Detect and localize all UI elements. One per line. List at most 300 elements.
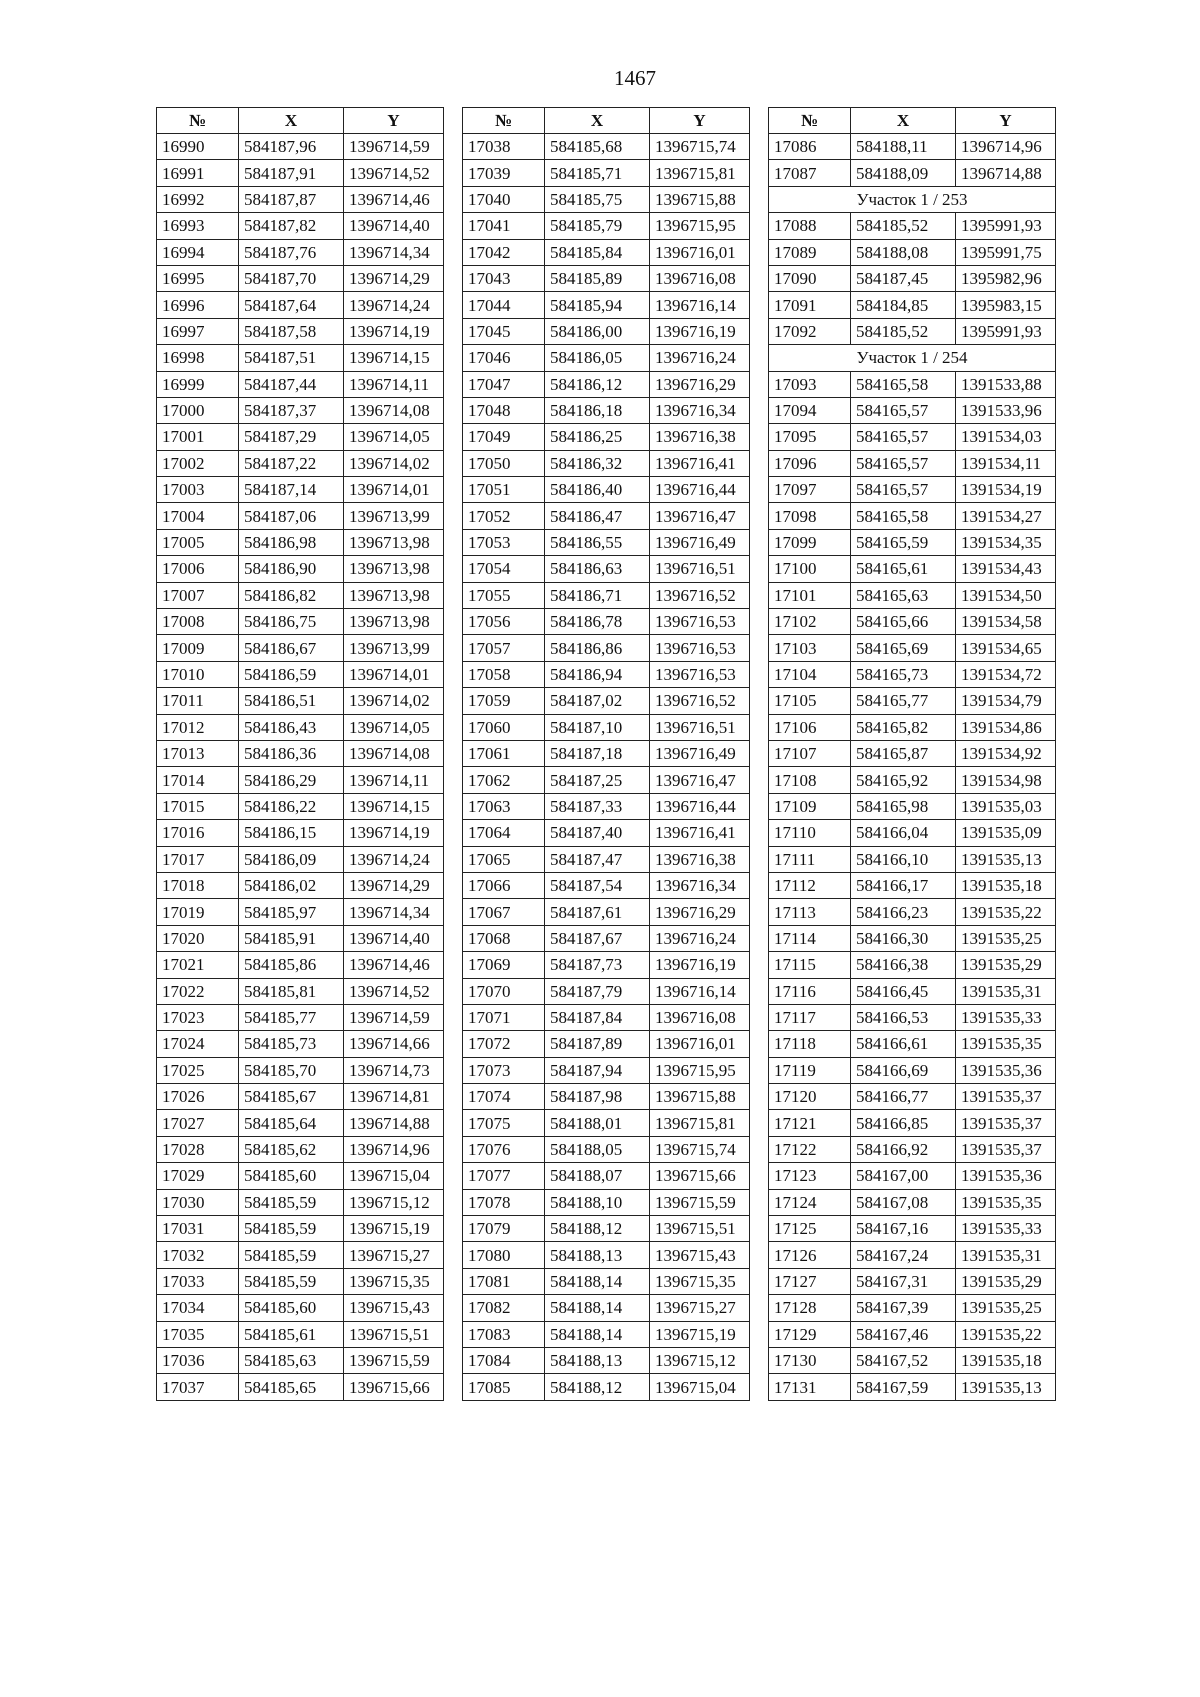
y-coordinate-cell: 1391535,03 <box>956 793 1056 819</box>
point-number-cell: 17122 <box>769 1136 851 1162</box>
table-row <box>769 635 1056 661</box>
y-coordinate-cell: 1396716,19 <box>650 318 750 344</box>
point-number-cell: 17116 <box>769 978 851 1004</box>
y-coordinate-cell: 1396714,34 <box>344 239 444 265</box>
y-coordinate-cell: 1396714,96 <box>956 134 1056 160</box>
y-coordinate-cell: 1396716,08 <box>650 1004 750 1030</box>
point-number-cell: 17086 <box>769 134 851 160</box>
point-number-cell: 17106 <box>769 714 851 740</box>
y-coordinate-cell: 1391534,86 <box>956 714 1056 740</box>
x-coordinate-cell: 584187,67 <box>545 925 650 951</box>
y-coordinate-cell: 1396714,02 <box>344 450 444 476</box>
table-row <box>157 846 444 872</box>
table-row <box>157 1242 444 1268</box>
y-coordinate-cell: 1396715,04 <box>650 1374 750 1400</box>
point-number-cell: 17055 <box>463 582 545 608</box>
point-number-cell: 17102 <box>769 609 851 635</box>
table-row <box>463 160 750 186</box>
x-coordinate-cell: 584167,31 <box>851 1268 956 1294</box>
point-number-cell: 17017 <box>157 846 239 872</box>
y-coordinate-cell: 1391535,31 <box>956 978 1056 1004</box>
point-number-cell: 17033 <box>157 1268 239 1294</box>
table-row <box>157 265 444 291</box>
point-number-cell: 17046 <box>463 345 545 371</box>
point-number-cell: 17045 <box>463 318 545 344</box>
x-coordinate-cell: 584187,87 <box>239 186 344 212</box>
y-coordinate-cell: 1391534,35 <box>956 529 1056 555</box>
y-coordinate-cell: 1396714,52 <box>344 978 444 1004</box>
table-row <box>157 1295 444 1321</box>
table-row <box>769 661 1056 687</box>
point-number-cell: 17089 <box>769 239 851 265</box>
x-coordinate-cell: 584185,79 <box>545 213 650 239</box>
point-number-cell: 17058 <box>463 661 545 687</box>
point-number-cell: 17011 <box>157 688 239 714</box>
y-coordinate-cell: 1395982,96 <box>956 265 1056 291</box>
x-coordinate-cell: 584185,71 <box>545 160 650 186</box>
y-coordinate-cell: 1395991,75 <box>956 239 1056 265</box>
point-number-cell: 17028 <box>157 1136 239 1162</box>
table-row <box>769 609 1056 635</box>
y-coordinate-cell: 1396713,98 <box>344 609 444 635</box>
point-number-cell: 16999 <box>157 371 239 397</box>
point-number-cell: 17057 <box>463 635 545 661</box>
y-coordinate-cell: 1391535,25 <box>956 925 1056 951</box>
point-number-cell: 17013 <box>157 740 239 766</box>
x-coordinate-cell: 584186,22 <box>239 793 344 819</box>
point-number-cell: 17075 <box>463 1110 545 1136</box>
table-row <box>157 556 444 582</box>
y-coordinate-cell: 1391534,19 <box>956 477 1056 503</box>
y-coordinate-cell: 1396716,24 <box>650 925 750 951</box>
table-row <box>157 635 444 661</box>
y-coordinate-cell: 1391535,25 <box>956 1295 1056 1321</box>
point-number-cell: 17041 <box>463 213 545 239</box>
point-number-cell: 17052 <box>463 503 545 529</box>
coordinate-table-1 <box>156 107 444 1401</box>
point-number-cell: 17123 <box>769 1163 851 1189</box>
y-coordinate-cell: 1396716,47 <box>650 503 750 529</box>
table-row <box>769 529 1056 555</box>
x-coordinate-cell: 584165,69 <box>851 635 956 661</box>
y-coordinate-cell: 1396714,08 <box>344 740 444 766</box>
table-row <box>157 872 444 898</box>
point-number-cell: 17066 <box>463 872 545 898</box>
y-coordinate-cell: 1396714,19 <box>344 820 444 846</box>
header-number: № <box>463 108 545 134</box>
table-row <box>463 1268 750 1294</box>
x-coordinate-cell: 584184,85 <box>851 292 956 318</box>
table-row <box>769 1057 1056 1083</box>
point-number-cell: 17100 <box>769 556 851 582</box>
x-coordinate-cell: 584187,54 <box>545 872 650 898</box>
y-coordinate-cell: 1391535,13 <box>956 1374 1056 1400</box>
point-number-cell: 17091 <box>769 292 851 318</box>
table-row <box>769 424 1056 450</box>
x-coordinate-cell: 584187,89 <box>545 1031 650 1057</box>
x-coordinate-cell: 584166,85 <box>851 1110 956 1136</box>
table-row <box>463 292 750 318</box>
y-coordinate-cell: 1396714,15 <box>344 345 444 371</box>
x-coordinate-cell: 584185,70 <box>239 1057 344 1083</box>
x-coordinate-cell: 584165,73 <box>851 661 956 687</box>
x-coordinate-cell: 584186,25 <box>545 424 650 450</box>
point-number-cell: 17110 <box>769 820 851 846</box>
table-row <box>769 1110 1056 1136</box>
point-number-cell: 17068 <box>463 925 545 951</box>
table-row <box>769 371 1056 397</box>
x-coordinate-cell: 584167,59 <box>851 1374 956 1400</box>
table-row <box>157 899 444 925</box>
y-coordinate-cell: 1391535,22 <box>956 899 1056 925</box>
point-number-cell: 17031 <box>157 1216 239 1242</box>
y-coordinate-cell: 1396716,41 <box>650 450 750 476</box>
x-coordinate-cell: 584186,02 <box>239 872 344 898</box>
table-row <box>157 1084 444 1110</box>
table-row <box>463 1136 750 1162</box>
table-row <box>769 1084 1056 1110</box>
y-coordinate-cell: 1396716,47 <box>650 767 750 793</box>
table-row <box>463 1057 750 1083</box>
y-coordinate-cell: 1396715,04 <box>344 1163 444 1189</box>
table-row <box>769 1374 1056 1400</box>
y-coordinate-cell: 1396714,46 <box>344 952 444 978</box>
table-row <box>463 688 750 714</box>
table-header-row <box>463 108 750 134</box>
y-coordinate-cell: 1391535,13 <box>956 846 1056 872</box>
x-coordinate-cell: 584188,13 <box>545 1347 650 1373</box>
point-number-cell: 17076 <box>463 1136 545 1162</box>
y-coordinate-cell: 1396714,59 <box>344 1004 444 1030</box>
table-row <box>463 529 750 555</box>
x-coordinate-cell: 584186,78 <box>545 609 650 635</box>
point-number-cell: 17073 <box>463 1057 545 1083</box>
point-number-cell: 17111 <box>769 846 851 872</box>
point-number-cell: 16993 <box>157 213 239 239</box>
y-coordinate-cell: 1391535,18 <box>956 1347 1056 1373</box>
page-number: 1467 <box>614 66 656 90</box>
point-number-cell: 17109 <box>769 793 851 819</box>
x-coordinate-cell: 584185,73 <box>239 1031 344 1057</box>
y-coordinate-cell: 1396715,35 <box>650 1268 750 1294</box>
y-coordinate-cell: 1396714,05 <box>344 714 444 740</box>
x-coordinate-cell: 584167,39 <box>851 1295 956 1321</box>
table-row <box>769 239 1056 265</box>
x-coordinate-cell: 584167,00 <box>851 1163 956 1189</box>
point-number-cell: 17022 <box>157 978 239 1004</box>
point-number-cell: 17047 <box>463 371 545 397</box>
table-row <box>157 740 444 766</box>
y-coordinate-cell: 1391535,35 <box>956 1031 1056 1057</box>
table-row <box>769 978 1056 1004</box>
table-row <box>157 1347 444 1373</box>
table-row <box>463 609 750 635</box>
point-number-cell: 17008 <box>157 609 239 635</box>
point-number-cell: 17078 <box>463 1189 545 1215</box>
table-row <box>157 213 444 239</box>
x-coordinate-cell: 584186,47 <box>545 503 650 529</box>
y-coordinate-cell: 1391535,09 <box>956 820 1056 846</box>
point-number-cell: 16994 <box>157 239 239 265</box>
point-number-cell: 17003 <box>157 477 239 503</box>
y-coordinate-cell: 1396714,59 <box>344 134 444 160</box>
point-number-cell: 17069 <box>463 952 545 978</box>
table-row <box>463 1216 750 1242</box>
table-row <box>769 793 1056 819</box>
x-coordinate-cell: 584187,70 <box>239 265 344 291</box>
x-coordinate-cell: 584185,94 <box>545 292 650 318</box>
x-coordinate-cell: 584188,08 <box>851 239 956 265</box>
point-number-cell: 17021 <box>157 952 239 978</box>
point-number-cell: 17095 <box>769 424 851 450</box>
x-coordinate-cell: 584165,82 <box>851 714 956 740</box>
y-coordinate-cell: 1396715,95 <box>650 1057 750 1083</box>
y-coordinate-cell: 1396715,88 <box>650 1084 750 1110</box>
table-row <box>157 688 444 714</box>
y-coordinate-cell: 1391534,50 <box>956 582 1056 608</box>
y-coordinate-cell: 1396716,49 <box>650 529 750 555</box>
x-coordinate-cell: 584185,91 <box>239 925 344 951</box>
table-row <box>769 1216 1056 1242</box>
table-row <box>157 1189 444 1215</box>
point-number-cell: 17019 <box>157 899 239 925</box>
header-y: Y <box>956 108 1056 134</box>
y-coordinate-cell: 1396715,35 <box>344 1268 444 1294</box>
y-coordinate-cell: 1396716,24 <box>650 345 750 371</box>
table-row <box>463 397 750 423</box>
point-number-cell: 17083 <box>463 1321 545 1347</box>
y-coordinate-cell: 1396714,15 <box>344 793 444 819</box>
x-coordinate-cell: 584186,75 <box>239 609 344 635</box>
y-coordinate-cell: 1391533,96 <box>956 397 1056 423</box>
table-row <box>463 1347 750 1373</box>
y-coordinate-cell: 1396716,34 <box>650 872 750 898</box>
point-number-cell: 17005 <box>157 529 239 555</box>
x-coordinate-cell: 584185,59 <box>239 1216 344 1242</box>
y-coordinate-cell: 1396714,88 <box>344 1110 444 1136</box>
y-coordinate-cell: 1396715,51 <box>344 1321 444 1347</box>
table-row <box>157 978 444 1004</box>
table-row <box>463 134 750 160</box>
x-coordinate-cell: 584186,55 <box>545 529 650 555</box>
x-coordinate-cell: 584188,01 <box>545 1110 650 1136</box>
x-coordinate-cell: 584187,96 <box>239 134 344 160</box>
x-coordinate-cell: 584187,51 <box>239 345 344 371</box>
point-number-cell: 17023 <box>157 1004 239 1030</box>
x-coordinate-cell: 584166,77 <box>851 1084 956 1110</box>
x-coordinate-cell: 584185,89 <box>545 265 650 291</box>
x-coordinate-cell: 584187,73 <box>545 952 650 978</box>
table-row <box>157 1004 444 1030</box>
x-coordinate-cell: 584185,52 <box>851 213 956 239</box>
table-row <box>769 1242 1056 1268</box>
table-row <box>769 1268 1056 1294</box>
point-number-cell: 17025 <box>157 1057 239 1083</box>
y-coordinate-cell: 1396716,14 <box>650 292 750 318</box>
point-number-cell: 17105 <box>769 688 851 714</box>
y-coordinate-cell: 1396714,02 <box>344 688 444 714</box>
point-number-cell: 17040 <box>463 186 545 212</box>
y-coordinate-cell: 1395983,15 <box>956 292 1056 318</box>
x-coordinate-cell: 584165,92 <box>851 767 956 793</box>
y-coordinate-cell: 1396716,52 <box>650 582 750 608</box>
point-number-cell: 17037 <box>157 1374 239 1400</box>
table-row <box>157 1268 444 1294</box>
y-coordinate-cell: 1396716,38 <box>650 424 750 450</box>
point-number-cell: 17029 <box>157 1163 239 1189</box>
y-coordinate-cell: 1396714,40 <box>344 213 444 239</box>
point-number-cell: 17006 <box>157 556 239 582</box>
y-coordinate-cell: 1396716,29 <box>650 899 750 925</box>
y-coordinate-cell: 1396716,51 <box>650 714 750 740</box>
x-coordinate-cell: 584167,16 <box>851 1216 956 1242</box>
header-x: X <box>545 108 650 134</box>
y-coordinate-cell: 1391534,65 <box>956 635 1056 661</box>
point-number-cell: 17108 <box>769 767 851 793</box>
x-coordinate-cell: 584166,17 <box>851 872 956 898</box>
table-row <box>463 424 750 450</box>
y-coordinate-cell: 1396715,12 <box>650 1347 750 1373</box>
x-coordinate-cell: 584187,22 <box>239 450 344 476</box>
y-coordinate-cell: 1396713,98 <box>344 556 444 582</box>
table-row <box>157 609 444 635</box>
point-number-cell: 17060 <box>463 714 545 740</box>
x-coordinate-cell: 584166,23 <box>851 899 956 925</box>
point-number-cell: 17035 <box>157 1321 239 1347</box>
y-coordinate-cell: 1396716,53 <box>650 661 750 687</box>
table-row <box>463 1110 750 1136</box>
table-row <box>769 740 1056 766</box>
x-coordinate-cell: 584166,38 <box>851 952 956 978</box>
table-row <box>769 160 1056 186</box>
x-coordinate-cell: 584188,12 <box>545 1216 650 1242</box>
y-coordinate-cell: 1396715,43 <box>650 1242 750 1268</box>
y-coordinate-cell: 1391535,29 <box>956 952 1056 978</box>
y-coordinate-cell: 1396714,52 <box>344 160 444 186</box>
y-coordinate-cell: 1391535,22 <box>956 1321 1056 1347</box>
x-coordinate-cell: 584165,98 <box>851 793 956 819</box>
y-coordinate-cell: 1391534,58 <box>956 609 1056 635</box>
table-row <box>769 820 1056 846</box>
point-number-cell: 17082 <box>463 1295 545 1321</box>
point-number-cell: 17096 <box>769 450 851 476</box>
table-row <box>157 186 444 212</box>
x-coordinate-cell: 584165,61 <box>851 556 956 582</box>
x-coordinate-cell: 584187,37 <box>239 397 344 423</box>
table-row <box>157 345 444 371</box>
x-coordinate-cell: 584166,53 <box>851 1004 956 1030</box>
point-number-cell: 17084 <box>463 1347 545 1373</box>
table-row <box>769 134 1056 160</box>
table-row <box>463 635 750 661</box>
y-coordinate-cell: 1396716,34 <box>650 397 750 423</box>
header-number: № <box>157 108 239 134</box>
point-number-cell: 17077 <box>463 1163 545 1189</box>
y-coordinate-cell: 1396716,41 <box>650 820 750 846</box>
x-coordinate-cell: 584188,09 <box>851 160 956 186</box>
x-coordinate-cell: 584166,61 <box>851 1031 956 1057</box>
x-coordinate-cell: 584187,76 <box>239 239 344 265</box>
x-coordinate-cell: 584186,05 <box>545 345 650 371</box>
table-row <box>769 397 1056 423</box>
x-coordinate-cell: 584185,59 <box>239 1268 344 1294</box>
y-coordinate-cell: 1396715,81 <box>650 160 750 186</box>
point-number-cell: 17107 <box>769 740 851 766</box>
table-row <box>463 1321 750 1347</box>
y-coordinate-cell: 1396714,01 <box>344 477 444 503</box>
y-coordinate-cell: 1396714,73 <box>344 1057 444 1083</box>
table-row <box>769 265 1056 291</box>
y-coordinate-cell: 1396713,99 <box>344 503 444 529</box>
table-row <box>157 1057 444 1083</box>
y-coordinate-cell: 1395991,93 <box>956 213 1056 239</box>
table-row <box>463 1189 750 1215</box>
y-coordinate-cell: 1396714,88 <box>956 160 1056 186</box>
point-number-cell: 17020 <box>157 925 239 951</box>
y-coordinate-cell: 1396714,66 <box>344 1031 444 1057</box>
header-number: № <box>769 108 851 134</box>
y-coordinate-cell: 1391535,29 <box>956 1268 1056 1294</box>
x-coordinate-cell: 584188,07 <box>545 1163 650 1189</box>
x-coordinate-cell: 584167,24 <box>851 1242 956 1268</box>
table-row <box>463 661 750 687</box>
table-row <box>463 1031 750 1057</box>
x-coordinate-cell: 584187,10 <box>545 714 650 740</box>
x-coordinate-cell: 584185,60 <box>239 1295 344 1321</box>
x-coordinate-cell: 584186,43 <box>239 714 344 740</box>
table-row <box>463 899 750 925</box>
x-coordinate-cell: 584187,64 <box>239 292 344 318</box>
point-number-cell: 17004 <box>157 503 239 529</box>
point-number-cell: 17098 <box>769 503 851 529</box>
x-coordinate-cell: 584185,67 <box>239 1084 344 1110</box>
x-coordinate-cell: 584188,05 <box>545 1136 650 1162</box>
table-row <box>769 1295 1056 1321</box>
point-number-cell: 17085 <box>463 1374 545 1400</box>
x-coordinate-cell: 584187,47 <box>545 846 650 872</box>
y-coordinate-cell: 1396715,19 <box>650 1321 750 1347</box>
table-row <box>769 1347 1056 1373</box>
point-number-cell: 16995 <box>157 265 239 291</box>
y-coordinate-cell: 1391534,92 <box>956 740 1056 766</box>
table-row <box>769 714 1056 740</box>
y-coordinate-cell: 1391535,37 <box>956 1084 1056 1110</box>
x-coordinate-cell: 584187,84 <box>545 1004 650 1030</box>
x-coordinate-cell: 584185,62 <box>239 1136 344 1162</box>
point-number-cell: 17026 <box>157 1084 239 1110</box>
x-coordinate-cell: 584185,86 <box>239 952 344 978</box>
x-coordinate-cell: 584165,87 <box>851 740 956 766</box>
x-coordinate-cell: 584186,40 <box>545 477 650 503</box>
table-row <box>463 318 750 344</box>
x-coordinate-cell: 584166,30 <box>851 925 956 951</box>
x-coordinate-cell: 584185,84 <box>545 239 650 265</box>
x-coordinate-cell: 584186,63 <box>545 556 650 582</box>
table-row <box>463 820 750 846</box>
point-number-cell: 17034 <box>157 1295 239 1321</box>
coordinate-table-3 <box>768 107 1056 1401</box>
table-row <box>463 345 750 371</box>
point-number-cell: 17054 <box>463 556 545 582</box>
table-row <box>769 213 1056 239</box>
table-row <box>157 160 444 186</box>
y-coordinate-cell: 1396716,14 <box>650 978 750 1004</box>
table-row <box>769 450 1056 476</box>
y-coordinate-cell: 1396716,29 <box>650 371 750 397</box>
table-header-row <box>769 108 1056 134</box>
point-number-cell: 17024 <box>157 1031 239 1057</box>
x-coordinate-cell: 584186,94 <box>545 661 650 687</box>
